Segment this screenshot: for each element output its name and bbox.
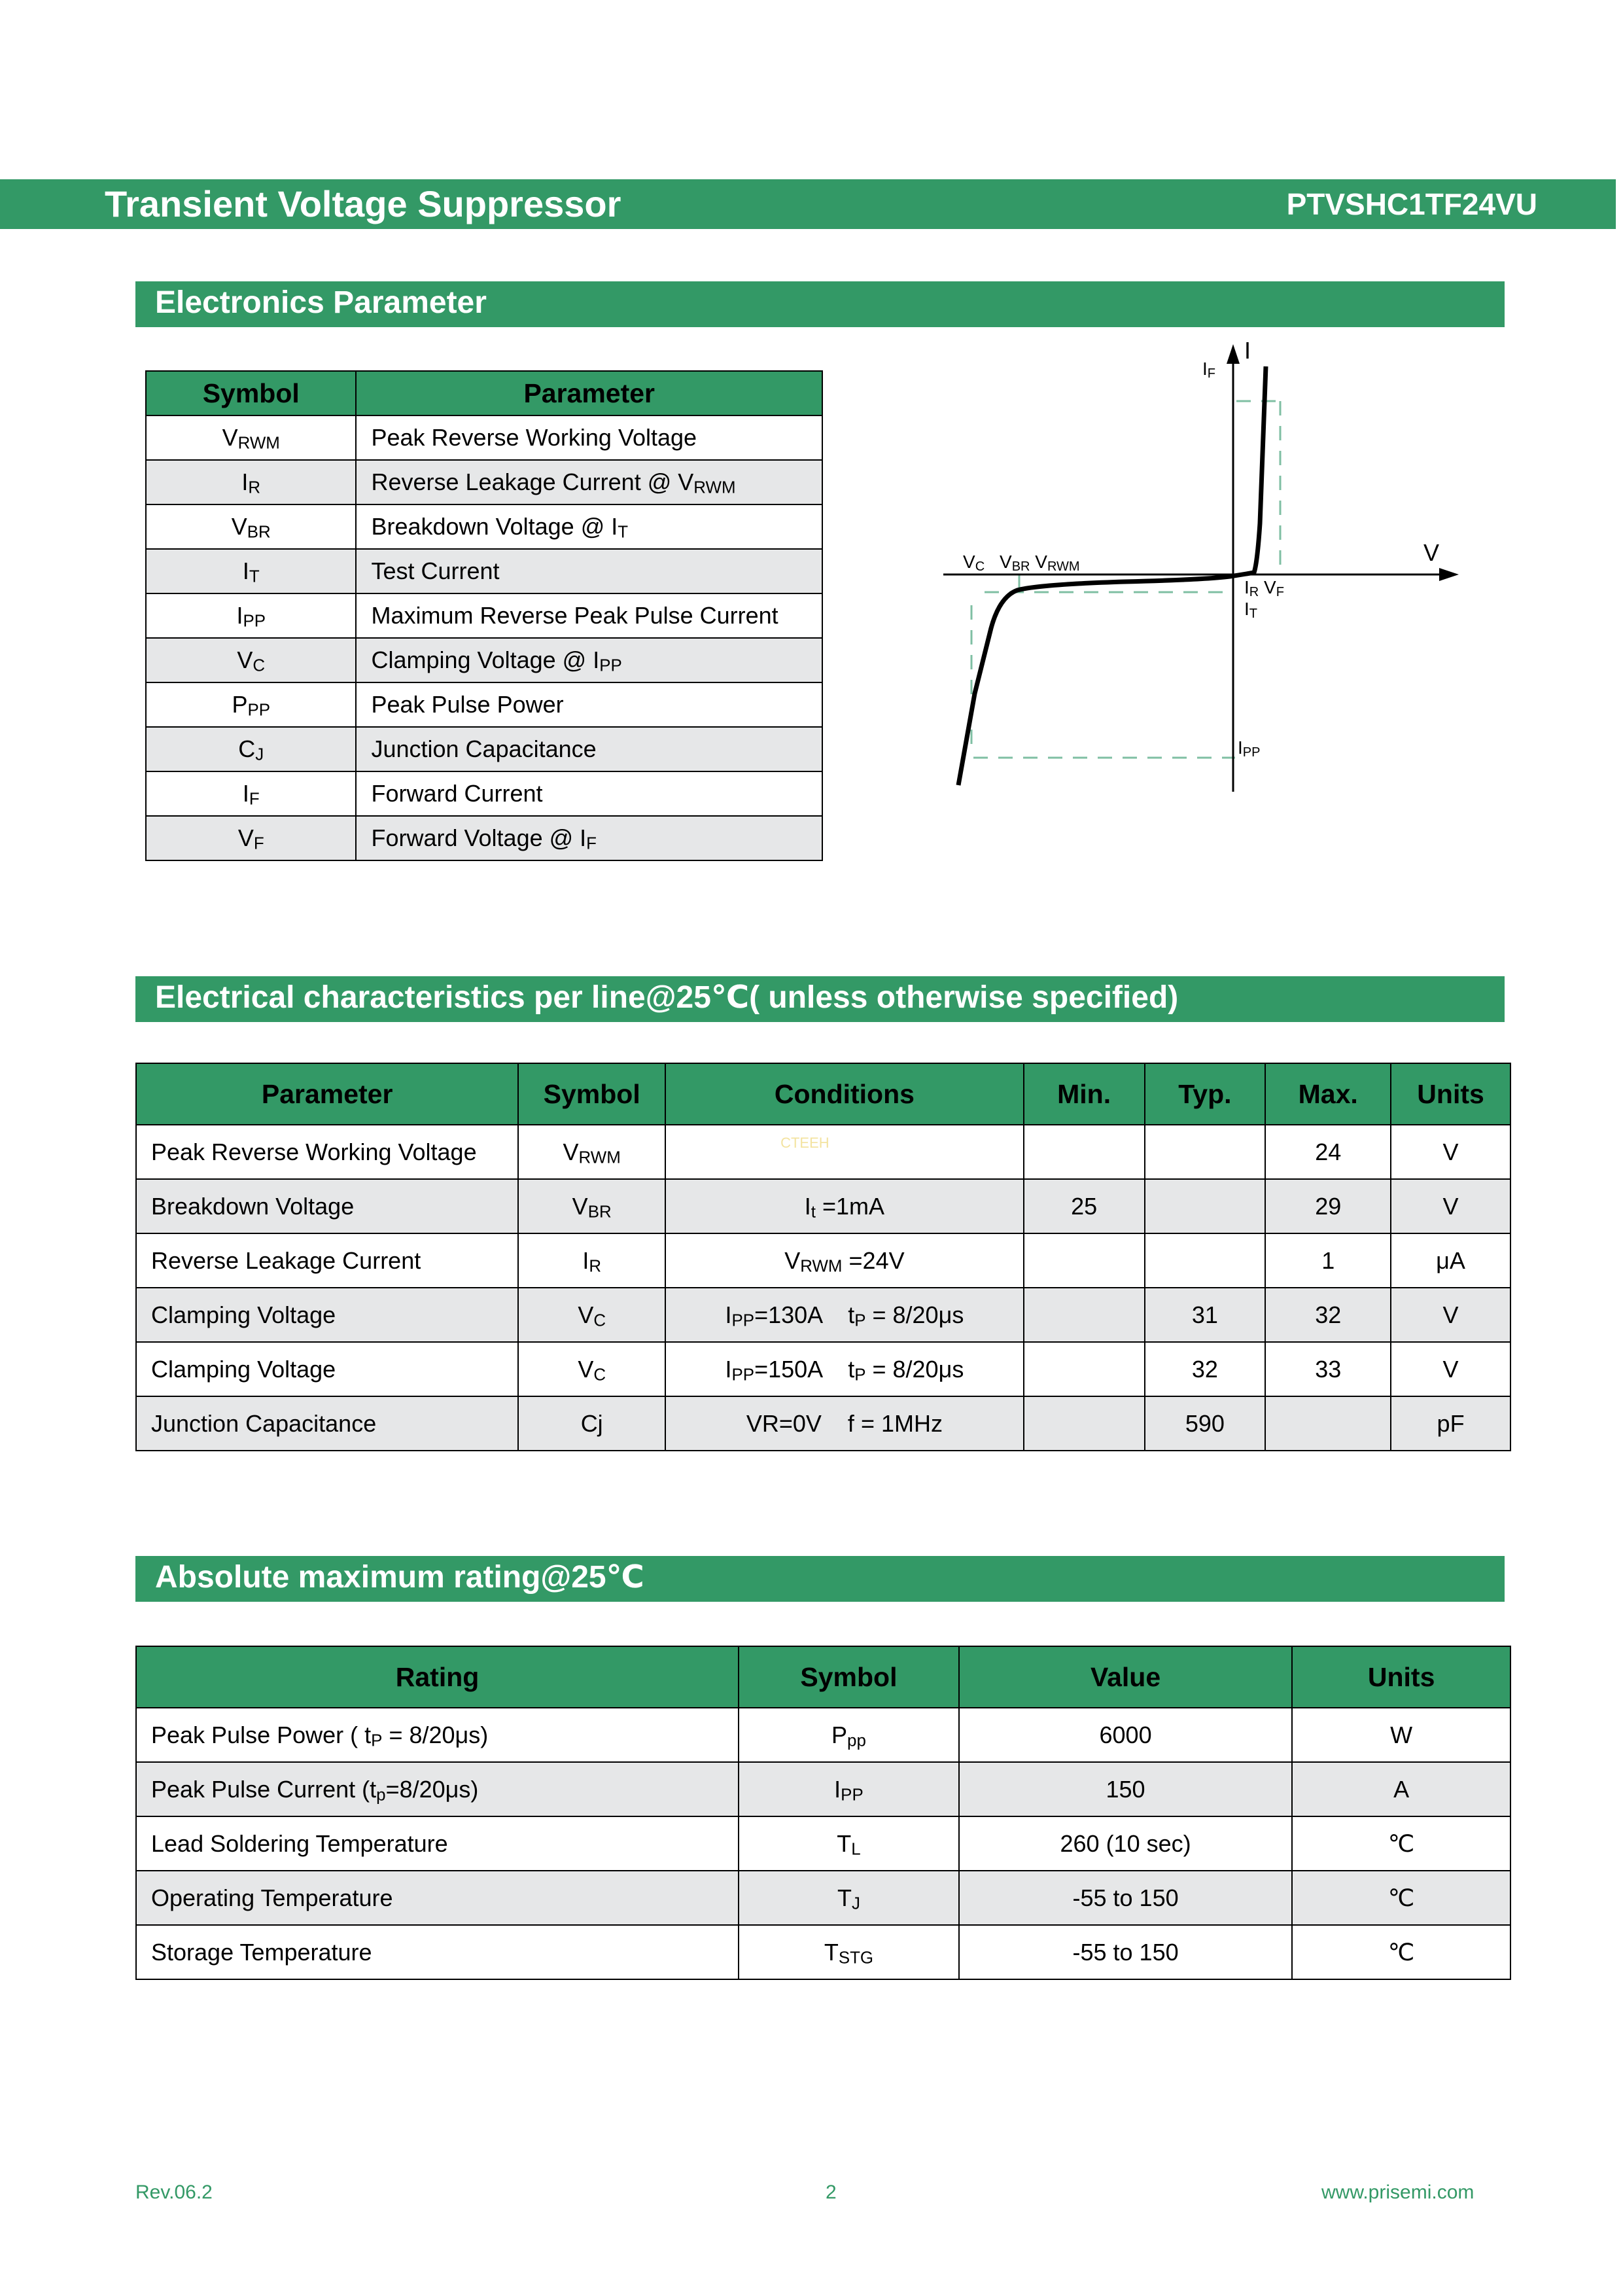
min-cell bbox=[1024, 1396, 1145, 1451]
symbol-cell: $V_F$ bbox=[146, 816, 356, 860]
parameter-cell: Peak Reverse Working Voltage bbox=[136, 1125, 518, 1179]
symbol-cell: $V_{RWM}$ bbox=[146, 415, 356, 460]
parameter-cell: Forward Voltage @ $I_F$ bbox=[356, 816, 822, 860]
table-row bbox=[146, 593, 822, 638]
parameter-cell: Clamping Voltage bbox=[136, 1288, 518, 1342]
table-row bbox=[136, 1342, 1510, 1396]
symbol-cell: $V_{BR}$ bbox=[146, 504, 356, 549]
parameter-cell: Breakdown Voltage @ $I_T$ bbox=[356, 504, 822, 549]
column-header-rating: Rating bbox=[136, 1646, 739, 1708]
min-cell bbox=[1024, 1288, 1145, 1342]
column-header-parameter: Parameter bbox=[356, 371, 822, 415]
parameter-cell: Clamping Voltage bbox=[136, 1342, 518, 1396]
column-header-symbol: Symbol bbox=[739, 1646, 959, 1708]
column-header-value: Value bbox=[959, 1646, 1292, 1708]
table-row bbox=[136, 1179, 1510, 1233]
symbol-cell: $I_R$ bbox=[146, 460, 356, 504]
label-vbr-vrwm: VBR VRWM bbox=[1000, 552, 1080, 574]
max-cell: 24 bbox=[1265, 1125, 1391, 1179]
symbol-parameter-table bbox=[145, 370, 823, 861]
unit-cell: V bbox=[1391, 1342, 1510, 1396]
unit-cell: V bbox=[1391, 1179, 1510, 1233]
symbol-cell: $I_{PP}$ bbox=[739, 1762, 959, 1816]
typ-cell: 590 bbox=[1145, 1396, 1266, 1451]
unit-cell: A bbox=[1292, 1762, 1510, 1816]
table-row bbox=[146, 638, 822, 682]
iv-curve bbox=[958, 366, 1266, 785]
section-electrical-characteristics bbox=[135, 976, 1505, 1022]
conditions-cell: $I_{PP}=150A$ $t_P = 8/20\mu s$ bbox=[665, 1342, 1024, 1396]
symbol-cell: $V_C$ bbox=[518, 1288, 665, 1342]
part-number: PTVSHC1TF24VU bbox=[1286, 187, 1537, 221]
symbol-cell: Cj bbox=[518, 1396, 665, 1451]
table-row bbox=[146, 816, 822, 860]
conditions-cell: $I_t =1mA$ bbox=[665, 1179, 1024, 1233]
symbol-cell: $V_C$ bbox=[518, 1342, 665, 1396]
unit-cell: V bbox=[1391, 1125, 1510, 1179]
conditions-cell: VR=0V f = 1MHz bbox=[665, 1396, 1024, 1451]
label-ir-vf: IR VF bbox=[1244, 577, 1284, 599]
symbol-cell: $I_{PP}$ bbox=[146, 593, 356, 638]
table-row bbox=[146, 771, 822, 816]
table-row bbox=[146, 415, 822, 460]
v-axis-arrow bbox=[1439, 568, 1459, 581]
conditions-cell: $V_{RWM} =24V$ bbox=[665, 1233, 1024, 1288]
table-row bbox=[136, 1925, 1510, 1979]
symbol-cell: $I_F$ bbox=[146, 771, 356, 816]
unit-cell: ℃ bbox=[1292, 1925, 1510, 1979]
max-cell: 33 bbox=[1265, 1342, 1391, 1396]
label-ipp: IPP bbox=[1238, 737, 1261, 760]
unit-cell: ℃ bbox=[1292, 1871, 1510, 1925]
column-header-units: Units bbox=[1391, 1063, 1510, 1125]
typ-cell bbox=[1145, 1233, 1266, 1288]
parameter-cell: Test Current bbox=[356, 549, 822, 593]
iv-characteristic-diagram bbox=[929, 327, 1478, 824]
column-header-units: Units bbox=[1292, 1646, 1510, 1708]
table-row bbox=[146, 460, 822, 504]
min-cell: 25 bbox=[1024, 1179, 1145, 1233]
typ-cell bbox=[1145, 1179, 1266, 1233]
parameter-cell: Peak Pulse Power bbox=[356, 682, 822, 727]
min-cell bbox=[1024, 1125, 1145, 1179]
parameter-cell: Peak Reverse Working Voltage bbox=[356, 415, 822, 460]
max-cell: 1 bbox=[1265, 1233, 1391, 1288]
rating-cell: Storage Temperature bbox=[136, 1925, 739, 1979]
unit-cell: pF bbox=[1391, 1396, 1510, 1451]
max-cell: 32 bbox=[1265, 1288, 1391, 1342]
table-row bbox=[136, 1708, 1510, 1762]
document-title: Transient Voltage Suppressor bbox=[105, 183, 621, 224]
column-header-symbol: Symbol bbox=[518, 1063, 665, 1125]
parameter-cell: Maximum Reverse Peak Pulse Current bbox=[356, 593, 822, 638]
unit-cell: W bbox=[1292, 1708, 1510, 1762]
column-header-symbol: Symbol bbox=[146, 371, 356, 415]
table-row bbox=[136, 1288, 1510, 1342]
value-cell: -55 to 150 bbox=[959, 1871, 1292, 1925]
min-cell bbox=[1024, 1342, 1145, 1396]
axis-label-v: V bbox=[1423, 539, 1440, 566]
symbol-cell: $P_{pp}$ bbox=[739, 1708, 959, 1762]
min-cell bbox=[1024, 1233, 1145, 1288]
watermark: CTEEH bbox=[780, 1135, 829, 1151]
parameter-cell: Breakdown Voltage bbox=[136, 1179, 518, 1233]
parameter-cell: Reverse Leakage Current @ $V_{RWM}$ bbox=[356, 460, 822, 504]
footer-page-number: 2 bbox=[826, 2181, 837, 2203]
label-if: IF bbox=[1202, 359, 1215, 381]
symbol-cell: $T_{STG}$ bbox=[739, 1925, 959, 1979]
title-bar bbox=[0, 179, 1616, 229]
label-vc: VC bbox=[963, 552, 985, 574]
electrical-characteristics-table bbox=[135, 1063, 1511, 1451]
table-row bbox=[136, 1125, 1510, 1179]
footer-website[interactable]: www.prisemi.com bbox=[1321, 2181, 1475, 2203]
conditions-cell bbox=[665, 1125, 1024, 1179]
table-row bbox=[136, 1396, 1510, 1451]
typ-cell: 32 bbox=[1145, 1342, 1266, 1396]
value-cell: 260 (10 sec) bbox=[959, 1816, 1292, 1871]
table-row bbox=[146, 549, 822, 593]
rating-cell: Lead Soldering Temperature bbox=[136, 1816, 739, 1871]
unit-cell: V bbox=[1391, 1288, 1510, 1342]
rating-cell: Peak Pulse Power ( $t_P = 8/20\mu s$) bbox=[136, 1708, 739, 1762]
parameter-cell: Junction Capacitance bbox=[136, 1396, 518, 1451]
parameter-cell: Reverse Leakage Current bbox=[136, 1233, 518, 1288]
symbol-cell: $C_J$ bbox=[146, 727, 356, 771]
symbol-cell: $I_R$ bbox=[518, 1233, 665, 1288]
label-it: IT bbox=[1244, 599, 1257, 621]
symbol-cell: $T_J$ bbox=[739, 1871, 959, 1925]
typ-cell bbox=[1145, 1125, 1266, 1179]
column-header-parameter: Parameter bbox=[136, 1063, 518, 1125]
symbol-cell: $V_{RWM}$ bbox=[518, 1125, 665, 1179]
section-absolute-maximum-rating bbox=[135, 1556, 1505, 1602]
column-header-typ: Typ. bbox=[1145, 1063, 1266, 1125]
value-cell: 150 bbox=[959, 1762, 1292, 1816]
unit-cell: μA bbox=[1391, 1233, 1510, 1288]
table-row bbox=[136, 1233, 1510, 1288]
value-cell: 6000 bbox=[959, 1708, 1292, 1762]
symbol-cell: $P_{PP}$ bbox=[146, 682, 356, 727]
typ-cell: 31 bbox=[1145, 1288, 1266, 1342]
table-row bbox=[136, 1816, 1510, 1871]
rating-cell: Operating Temperature bbox=[136, 1871, 739, 1925]
table-row bbox=[136, 1871, 1510, 1925]
table-row bbox=[136, 1762, 1510, 1816]
section-title: Absolute maximum rating@25℃ bbox=[155, 1560, 644, 1595]
footer-revision: Rev.06.2 bbox=[135, 2181, 213, 2203]
column-header-min: Min. bbox=[1024, 1063, 1145, 1125]
parameter-cell: Clamping Voltage @ $I_{PP}$ bbox=[356, 638, 822, 682]
symbol-cell: $V_{BR}$ bbox=[518, 1179, 665, 1233]
table-row bbox=[146, 682, 822, 727]
symbol-cell: $I_T$ bbox=[146, 549, 356, 593]
absolute-maximum-rating-table bbox=[135, 1646, 1511, 1980]
symbol-cell: $V_C$ bbox=[146, 638, 356, 682]
section-title: Electrical characteristics per line@25℃( unless otherwise specified) bbox=[155, 980, 1179, 1015]
i-axis-arrow bbox=[1227, 344, 1240, 364]
column-header-max: Max. bbox=[1265, 1063, 1391, 1125]
max-cell: 29 bbox=[1265, 1179, 1391, 1233]
rating-cell: Peak Pulse Current $(t_p=8/20\mu s)$ bbox=[136, 1762, 739, 1816]
column-header-conditions: Conditions bbox=[665, 1063, 1024, 1125]
table-row bbox=[146, 727, 822, 771]
max-cell bbox=[1265, 1396, 1391, 1451]
table-row bbox=[146, 504, 822, 549]
axis-label-i: I bbox=[1244, 337, 1251, 364]
value-cell: -55 to 150 bbox=[959, 1925, 1292, 1979]
section-electronics-parameter bbox=[135, 281, 1505, 327]
parameter-cell: Junction Capacitance bbox=[356, 727, 822, 771]
conditions-cell: $I_{PP}=130A$ $t_P = 8/20\mu s$ bbox=[665, 1288, 1024, 1342]
symbol-cell: $T_L$ bbox=[739, 1816, 959, 1871]
section-title: Electronics Parameter bbox=[155, 285, 487, 320]
unit-cell: ℃ bbox=[1292, 1816, 1510, 1871]
parameter-cell: Forward Current bbox=[356, 771, 822, 816]
